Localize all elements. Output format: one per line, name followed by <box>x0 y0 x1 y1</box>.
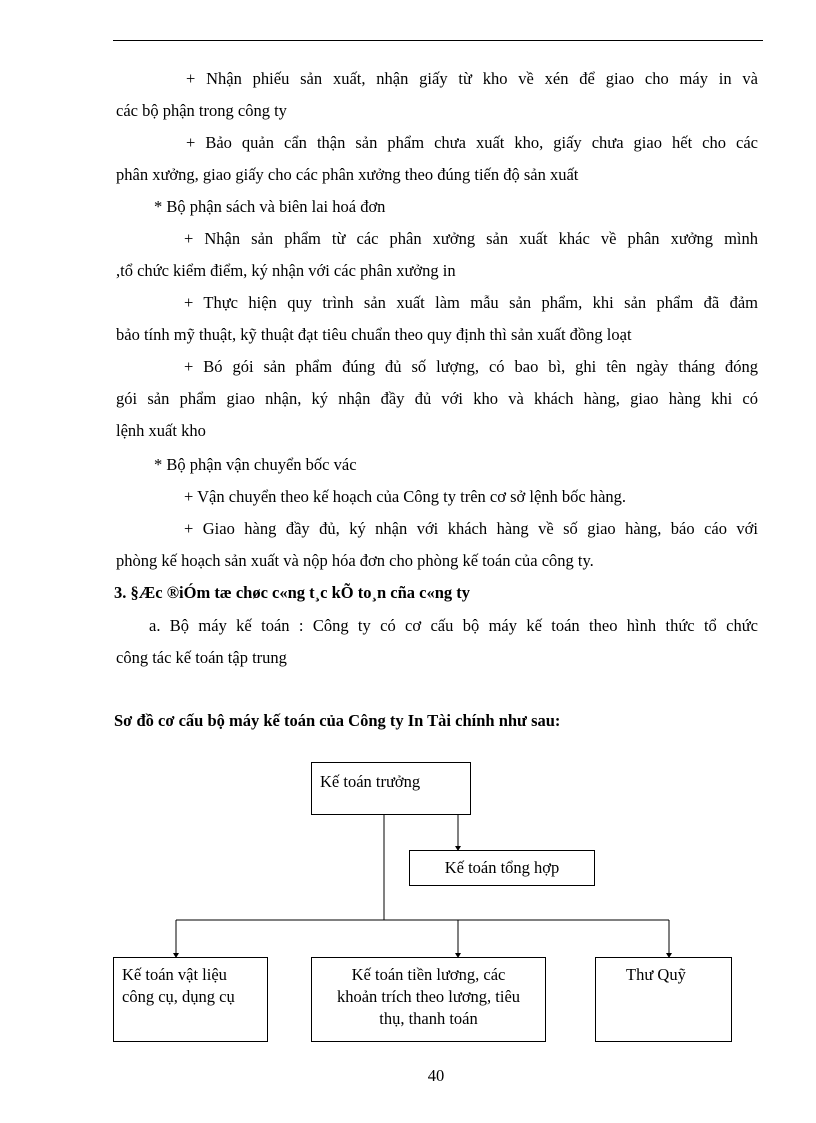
materials-accountant-label: công cụ, dụng cụ <box>122 987 235 1006</box>
paragraph-line: + Bó gói sản phẩm đúng đủ số lượng, có bao bì, ghi tên ngày tháng đóng <box>184 357 758 376</box>
general-accountant-box <box>409 850 595 886</box>
chief-accountant-box <box>311 762 471 815</box>
paragraph-line: + Giao hàng đầy đủ, ký nhận với khách hàng về số giao hàng, báo cáo với <box>184 519 758 538</box>
salary-accountant-label: Kế toán tiền lương, các <box>351 965 506 984</box>
salary-accountant-label: thụ, thanh toán <box>379 1009 478 1028</box>
general-accountant-label: Kế toán tổng hợp <box>444 858 560 877</box>
paragraph-line: công tác kế toán tập trung <box>116 648 287 667</box>
treasurer-label: Thư Quỹ <box>626 965 686 984</box>
paragraph-line: ,tổ chức kiểm điểm, ký nhận với các phân xưởng in <box>116 261 456 280</box>
paragraph-line: + Nhận phiếu sản xuất, nhận giấy từ kho về xén để giao cho máy in và <box>186 69 758 88</box>
section-heading: 3. §Æc ®iÓm tæ chøc c«ng t¸c kÕ to¸n cña c«ng ty <box>114 583 471 602</box>
section-subheading: * Bộ phận sách và biên lai hoá đơn <box>154 197 386 216</box>
diagram-title: Sơ đồ cơ cấu bộ máy kế toán của Công ty In Tài chính như sau: <box>114 711 561 730</box>
paragraph-line: + Vận chuyển theo kế hoạch của Công ty trên cơ sở lệnh bốc hàng. <box>184 487 627 506</box>
paragraph-line: + Nhận sản phẩm từ các phân xưởng sản xuất khác về phân xưởng mình <box>184 229 758 248</box>
materials-accountant-label: Kế toán vật liệu <box>122 965 227 984</box>
paragraph-line: các bộ phận trong công ty <box>116 101 287 120</box>
paragraph-line: + Thực hiện quy trình sản xuất làm mẫu sản phẩm, khi sản phẩm đã đảm <box>184 293 758 312</box>
materials-accountant-box <box>113 957 268 1042</box>
salary-accountant-label: khoản trích theo lương, tiêu <box>336 987 521 1006</box>
paragraph-line: bảo tính mỹ thuật, kỹ thuật đạt tiêu chuẩn theo quy định thì sản xuất đồng loạt <box>116 325 632 344</box>
paragraph-line: phân xưởng, giao giấy cho các phân xưởng theo đúng tiến độ sản xuất <box>116 165 579 184</box>
section-subheading: * Bộ phận vận chuyển bốc vác <box>154 455 357 474</box>
paragraph-line: phòng kế hoạch sản xuất và nộp hóa đơn cho phòng kế toán của công ty. <box>116 551 594 570</box>
chief-accountant-label: Kế toán trưởng <box>320 772 421 791</box>
salary-accountant-box <box>311 957 546 1042</box>
paragraph-line: + Bảo quản cẩn thận sản phẩm chưa xuất kho, giấy chưa giao hết cho các <box>186 133 758 152</box>
paragraph-line: a. Bộ máy kế toán : Công ty có cơ cấu bộ máy kế toán theo hình thức tổ chức <box>149 616 758 635</box>
page-number: 40 <box>427 1066 445 1085</box>
paragraph-line: gói sản phẩm giao nhận, ký nhận đầy đủ với kho và khách hàng, giao hàng khi có <box>116 389 758 408</box>
treasurer-box <box>595 957 732 1042</box>
paragraph-line: lệnh xuất kho <box>116 421 206 440</box>
